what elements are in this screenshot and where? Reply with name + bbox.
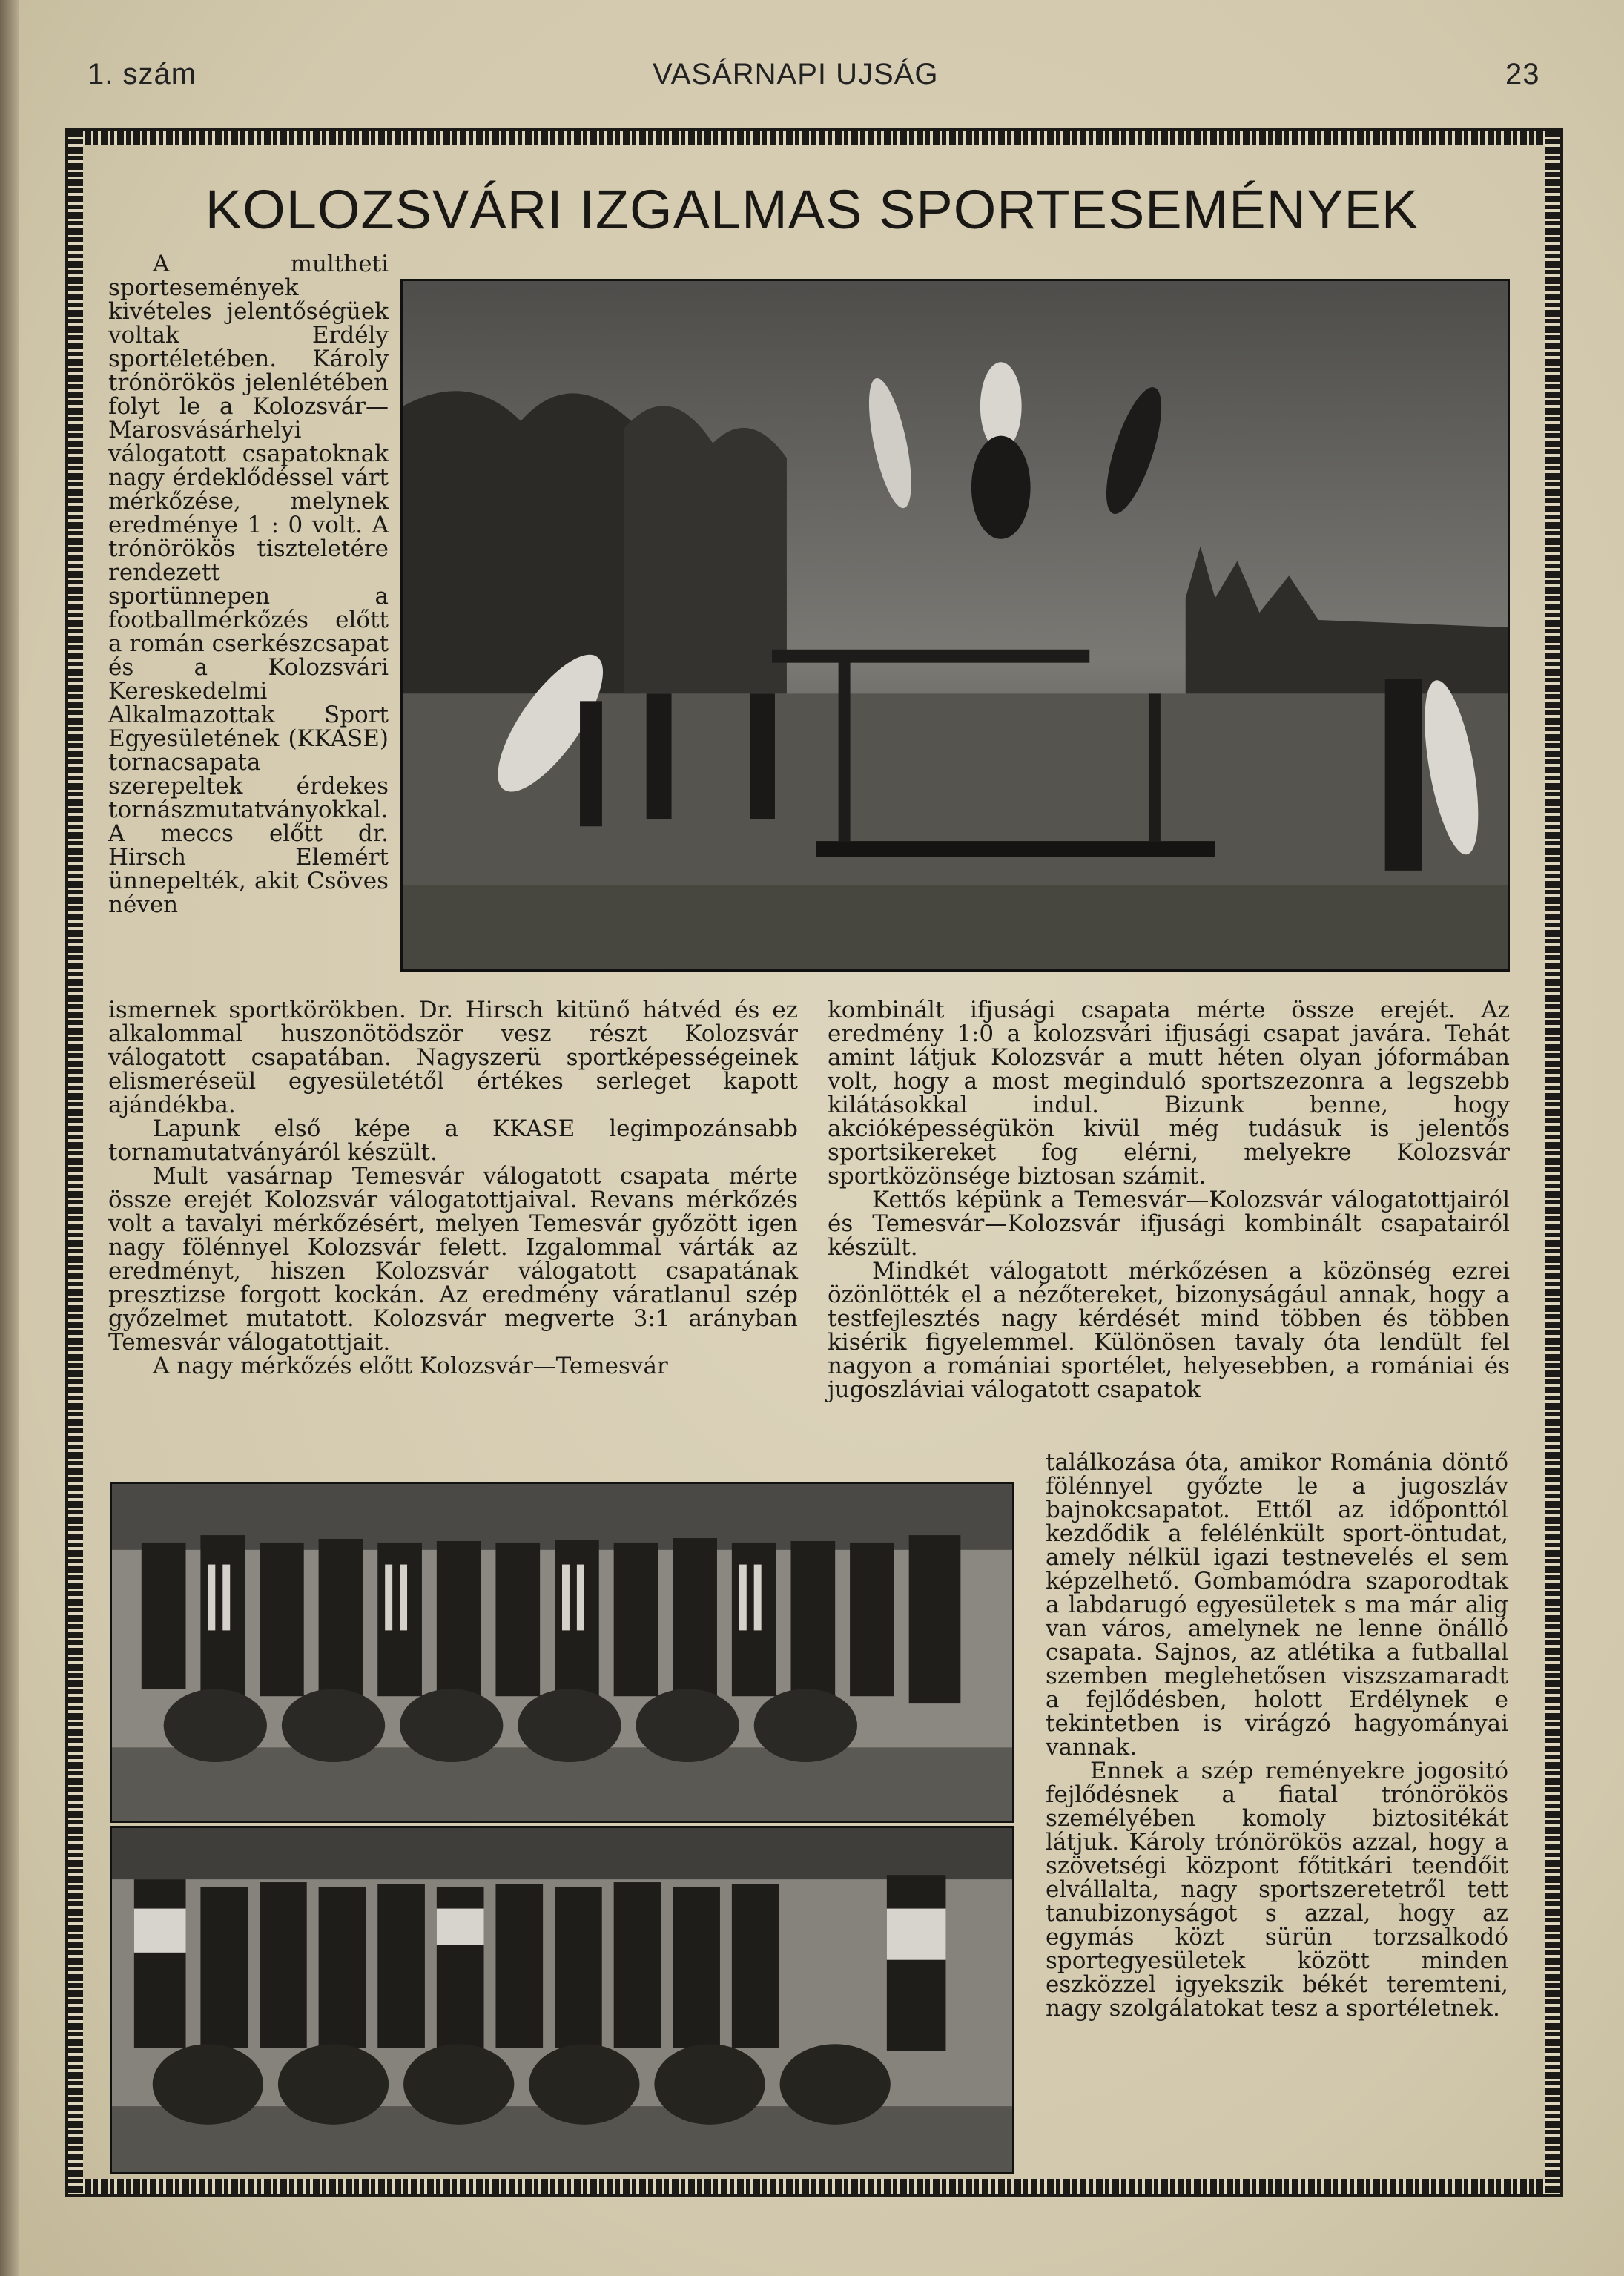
paragraph: Ennek a szép reményekre jogositó fejlődésnek a fiatal trónörökös személyében komoly biztositékát látjuk. Károly trónörökös azzal, hogy a szövetségi központ főtitkári teendőit elvállalta, nagy sportszeretetről tett tanubizonyságot s azzal, hogy az egymás közt sürün torzsalkodó sportegyesületek között minden eszközzel igyekszik békét teremteni, nagy szolgálatokat tesz a sportéletnek. — [1046, 1758, 1508, 2022]
paragraph: kombinált ifjusági csapata mérte össze erejét. Az eredmény 1:0 a kolozsvári ifjusági csapat javára. Tehát amint látjuk Kolozsvár a mutt héten olyan jóformában volt, hogy a most meginduló sportszezonra a legszebb kilátásokkal indul. Bizunk benne, hogy akcióképességükön kivül még tudásuk is jelentős sportsikereket fog elérni, melyekre Kolozsvár sportközönsége biztosan számit. — [828, 997, 1510, 1190]
team-photo-bottom — [110, 1826, 1014, 2174]
paragraph: Kettős képünk a Temesvár—Kolozsvár válogatottjairól és Temesvár—Kolozsvár ifjusági kombinált csapatairól készült. — [828, 1187, 1510, 1261]
border-band-top — [68, 131, 1560, 145]
page-gutter-shadow — [0, 0, 19, 2276]
paragraph: találkozása óta, amikor Románia döntő fölénnyel győzte le a jugoszláv bajnokcsapatot. Ettől az időponttól kezdődik a felélénkült sport-öntudat, amely nélkül igazi testnevelés el sem képzelhető. Gombamódra szaporodtak a labdarugó egyesületek s ma már alig van város, amelynek ne lenne önálló csapata. Sajnos, az atlétika a futballal szemben meglehetősen viszszamaradt a fejlődésben, holott Erdélynek e tekintetben is virágzó hagyományai vannak. — [1046, 1449, 1508, 1761]
paragraph: Mindkét válogatott mérkőzésen a közönség ezrei özönlötték el a nézőtereket, bizonyságául annak, hogy a testfejlesztés nagy kérdését mind többen és többen kisérik figyelemmel. Különösen tavaly óta lendült fel nagyon a romániai sportélet, helyesebben, a romániai és jugoszláviai válogatott csapatok — [828, 1258, 1510, 1403]
intro-paragraph: A multheti sportesemények kivételes jelentőségüek voltak Erdély sportéletében. Károly trónörökös jelenlétében folyt le a Kolozsvár—Marosvásárhelyi válogatott csapatoknak nagy érdeklődéssel várt mérkőzése, melynek eredménye 1 : 0 volt. A trónörökös tiszteletére rendezett sportünnepen a footballmérkőzés előtt a román cserkészcsapat és a Kolozsvári Kereskedelmi Alkalmazottak Sport Egyesületének (KKASE) tornacsapata szerepeltek érdekes tornászmutatványokkal. A meccs előtt dr. Hirsch Elemért ünnepelték, akit Csöves néven — [108, 251, 389, 918]
page-number: 23 — [1505, 58, 1540, 90]
paragraph: Mult vasárnap Temesvár válogatott csapata mérte össze erejét Kolozsvár válogatottjaival. Revans mérkőzés volt a tavalyi mérkőzésért, melyen Temesvár győzött igen nagy fölénnyel Kolozsvár felett. Izgalommal várták az eredményt, hiszen Kolozsvár válogatott csapatának presztizse forgott kockán. Az eredmény váratlanul szép győzelmet mutatott. Kolozsvár megverte 3:1 arányban Temesvár válogatottjait. — [108, 1163, 798, 1356]
gymnastics-photo — [400, 279, 1510, 972]
paragraph: Lapunk első képe a KKASE legimpozánsabb tornamutatványáról készült. — [108, 1115, 798, 1166]
paragraph: A nagy mérkőzés előtt Kolozsvár—Temesvár — [153, 1353, 668, 1379]
publication-title: VASÁRNAPI UJSÁG — [653, 58, 939, 90]
intro-column — [108, 252, 389, 917]
border-band-left — [68, 131, 83, 2194]
team-photo-top — [110, 1482, 1014, 1823]
issue-number: 1. szám — [88, 58, 197, 90]
border-band-bottom — [68, 2179, 1560, 2194]
article-headline: KOLOZSVÁRI IZGALMAS SPORTESEMÉNYEK — [205, 179, 1419, 240]
border-band-right — [1545, 131, 1560, 2194]
right-narrow-column — [1046, 1451, 1508, 2020]
paragraph: ismernek sportkörökben. Dr. Hirsch kitünő hátvéd és ez alkalommal huszonötödször vesz részt Kolozsvár válogatott csapatában. Nagyszerü sportképességeinek elismeréseül egyesületétől értékes serleget kapott ajándékba. — [108, 997, 798, 1118]
left-column — [108, 998, 798, 1378]
right-column — [828, 998, 1510, 1402]
